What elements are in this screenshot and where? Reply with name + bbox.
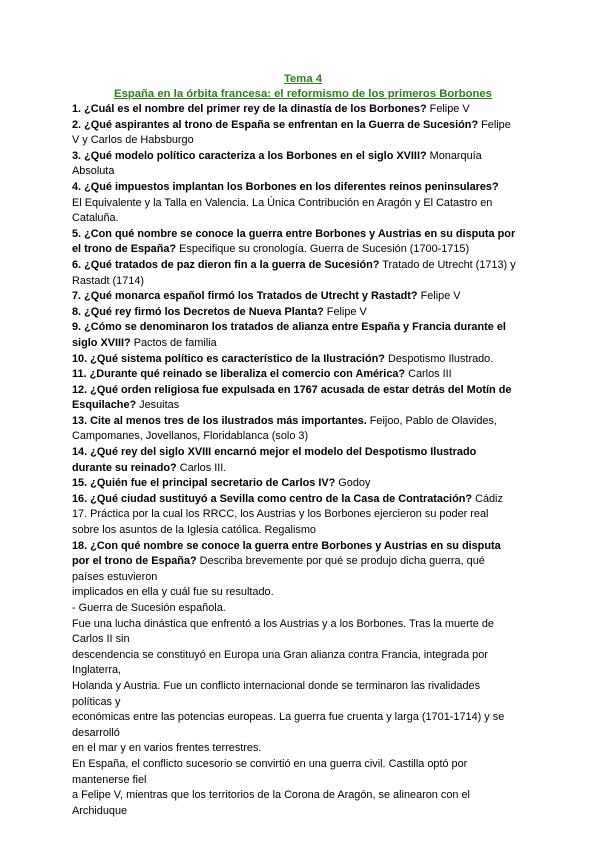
text-line bbox=[72, 710, 534, 726]
document-body bbox=[72, 102, 534, 819]
answer-text: En España, el conflicto sucesorio se convirtió en una guerra civil. Castilla optó por bbox=[72, 757, 468, 770]
text-line bbox=[72, 726, 534, 742]
answer-text: a Felipe V, mientras que los territorios de la Corona de Aragón, se alinearon con el bbox=[72, 789, 470, 802]
text-line bbox=[72, 274, 534, 290]
answer-text: Carlos III bbox=[405, 368, 452, 381]
answer-text: Despotismo Ilustrado. bbox=[384, 352, 494, 365]
answer-text: Felipe V bbox=[323, 305, 367, 318]
answer-text: en el mar y en varios frentes terrestres. bbox=[72, 742, 262, 755]
answer-text: Felipe V bbox=[417, 290, 461, 303]
answer-text: Carlos III. bbox=[176, 461, 227, 474]
text-line bbox=[72, 585, 534, 601]
question-text: 3. ¿Qué modelo político caracteriza a los Borbones en el siglo XVIII? bbox=[72, 149, 427, 162]
answer-text: Especifique su cronología. Guerra de Sucesión (1700-1715) bbox=[176, 243, 470, 256]
text-line bbox=[72, 601, 534, 617]
text-line bbox=[72, 196, 534, 212]
question-text: siglo XVIII? bbox=[72, 336, 131, 349]
text-line bbox=[72, 305, 534, 321]
document-page bbox=[72, 72, 534, 819]
answer-text: Feijoo, Pablo de Olavides, bbox=[366, 414, 497, 427]
text-line bbox=[72, 461, 534, 477]
text-line bbox=[72, 554, 534, 570]
text-line bbox=[72, 804, 534, 820]
answer-text: 17. Práctica por la cual los RRCC, los Austrias y los Borbones ejercieron su poder real bbox=[72, 508, 489, 521]
question-text: 6. ¿Qué tratados de paz dieron fin a la guerra de Sucesión? bbox=[72, 258, 380, 271]
answer-text: V y Carlos de Habsburgo bbox=[72, 134, 194, 147]
text-line bbox=[72, 492, 534, 508]
text-line bbox=[72, 507, 534, 523]
answer-text: Carlos II sin bbox=[72, 633, 130, 646]
question-text: 16. ¿Qué ciudad sustituyó a Sevilla como centro de la Casa de Contratación? bbox=[72, 492, 473, 505]
question-text: durante su reinado? bbox=[72, 461, 177, 474]
text-line bbox=[72, 679, 534, 695]
question-text: 5. ¿Con qué nombre se conoce la guerra entre Borbones y Austrias en su disputa por bbox=[72, 227, 516, 240]
question-text: por el trono de España? bbox=[72, 555, 197, 568]
text-line bbox=[72, 398, 534, 414]
question-text: 12. ¿Qué orden religiosa fue expulsada en 1767 acusada de estar detrás del Motín de bbox=[72, 383, 512, 396]
text-line bbox=[72, 289, 534, 305]
question-text: 8. ¿Qué rey firmó los Decretos de Nueva Planta? bbox=[72, 305, 324, 318]
answer-text: El Equivalente y la Talla en Valencia. La Única Contribución en Aragón y El Catastro en bbox=[72, 196, 493, 209]
answer-text: sobre los asuntos de la Iglesia católica. Regalismo bbox=[72, 524, 316, 537]
text-line bbox=[72, 523, 534, 539]
text-line bbox=[72, 663, 534, 679]
text-line bbox=[72, 383, 534, 399]
text-line bbox=[72, 102, 534, 118]
answer-text: Cádiz bbox=[472, 492, 503, 505]
answer-text: Felipe V bbox=[426, 103, 470, 115]
answer-text: implicados en ella y cuál fue su resultado. bbox=[72, 586, 274, 599]
answer-text: Inglaterra, bbox=[72, 664, 122, 677]
text-line bbox=[72, 632, 534, 648]
text-line bbox=[72, 648, 534, 664]
text-line bbox=[72, 133, 534, 149]
answer-text: descendencia se constituyó en Europa una Gran alianza contra Francia, integrada por bbox=[72, 648, 488, 661]
answer-text: países estuvieron bbox=[72, 570, 158, 583]
text-line bbox=[72, 539, 534, 555]
text-line bbox=[72, 476, 534, 492]
question-text: 13. Cite al menos tres de los ilustrados más importantes. bbox=[72, 414, 367, 427]
answer-text: - Guerra de Sucesión española. bbox=[72, 602, 226, 614]
text-line bbox=[72, 570, 534, 586]
answer-text: políticas y bbox=[72, 695, 121, 708]
text-line bbox=[72, 164, 534, 180]
doc-subtitle: España en la órbita francesa: el reformismo de los primeros Borbones bbox=[114, 88, 492, 100]
question-text: 18. ¿Con qué nombre se conoce la guerra entre Borbones y Austrias en su disputa bbox=[72, 539, 501, 552]
answer-text: Describa brevemente por qué se produjo dicha guerra, qué bbox=[196, 555, 485, 568]
question-text: el trono de España? bbox=[72, 243, 177, 256]
text-line bbox=[72, 227, 534, 243]
answer-text: Rastadt (1714) bbox=[72, 274, 145, 287]
question-text: 14. ¿Qué rey del siglo XVIII encarnó mejor el modelo del Despotismo Ilustrado bbox=[72, 446, 477, 459]
question-text: Esquilache? bbox=[72, 399, 137, 412]
answer-text: Absoluta bbox=[72, 165, 115, 178]
answer-text: Holanda y Austria. Fue un conflicto internacional donde se terminaron las rivalidades bbox=[72, 679, 481, 692]
question-text: 2. ¿Qué aspirantes al trono de España se enfrentan en la Guerra de Sucesión? bbox=[72, 118, 479, 131]
answer-text: Monarquía bbox=[426, 149, 482, 162]
text-line bbox=[72, 414, 534, 430]
question-text: 10. ¿Qué sistema político es característico de la Ilustración? bbox=[72, 352, 385, 365]
answer-text: Cataluña. bbox=[72, 212, 119, 225]
doc-title: Tema 4 bbox=[283, 73, 323, 85]
answer-text: desarrolló bbox=[72, 726, 120, 739]
answer-text: Pactos de familia bbox=[130, 336, 217, 349]
text-line bbox=[72, 741, 534, 757]
text-line bbox=[72, 757, 534, 773]
answer-text: Fue una lucha dinástica que enfrentó a los Austrias y a los Borbones. Tras la muerte de bbox=[72, 617, 494, 630]
text-line bbox=[72, 336, 534, 352]
answer-text: Campomanes, Jovellanos, Floridablanca (solo 3) bbox=[72, 430, 309, 443]
answer-text: Archiduque bbox=[72, 804, 128, 817]
text-line bbox=[72, 788, 534, 804]
answer-text: Tratado de Utrecht (1713) y bbox=[379, 258, 516, 271]
text-line bbox=[72, 445, 534, 461]
text-line bbox=[72, 429, 534, 445]
text-line bbox=[72, 352, 534, 368]
text-line bbox=[72, 367, 534, 383]
answer-text: económicas entre las potencias europeas. La guerra fue cruenta y larga (1701-1714) y se bbox=[72, 711, 505, 724]
answer-text: Godoy bbox=[335, 477, 371, 490]
text-line bbox=[72, 258, 534, 274]
question-text: 11. ¿Durante qué reinado se liberaliza el comercio con América? bbox=[72, 368, 406, 381]
answer-text: Jesuitas bbox=[136, 399, 180, 412]
text-line bbox=[72, 320, 534, 336]
question-text: 4. ¿Qué impuestos implantan los Borbones en los diferentes reinos peninsulares? bbox=[72, 180, 499, 193]
text-line bbox=[72, 149, 534, 165]
text-line bbox=[72, 242, 534, 258]
answer-text: Felipe bbox=[478, 118, 511, 131]
question-text: 9. ¿Cómo se denominaron los tratados de alianza entre España y Francia durante el bbox=[72, 321, 506, 334]
text-line bbox=[72, 695, 534, 711]
text-line bbox=[72, 118, 534, 134]
text-line bbox=[72, 773, 534, 789]
text-line bbox=[72, 180, 534, 196]
text-line bbox=[72, 211, 534, 227]
question-text: 1. ¿Cuál es el nombre del primer rey de la dinastía de los Borbones? bbox=[72, 103, 427, 115]
question-text: 15. ¿Quién fue el principal secretario de Carlos IV? bbox=[72, 477, 336, 490]
text-line bbox=[72, 617, 534, 633]
answer-text: mantenerse fiel bbox=[72, 773, 147, 786]
question-text: 7. ¿Qué monarca español firmó los Tratados de Utrecht y Rastadt? bbox=[72, 290, 418, 303]
